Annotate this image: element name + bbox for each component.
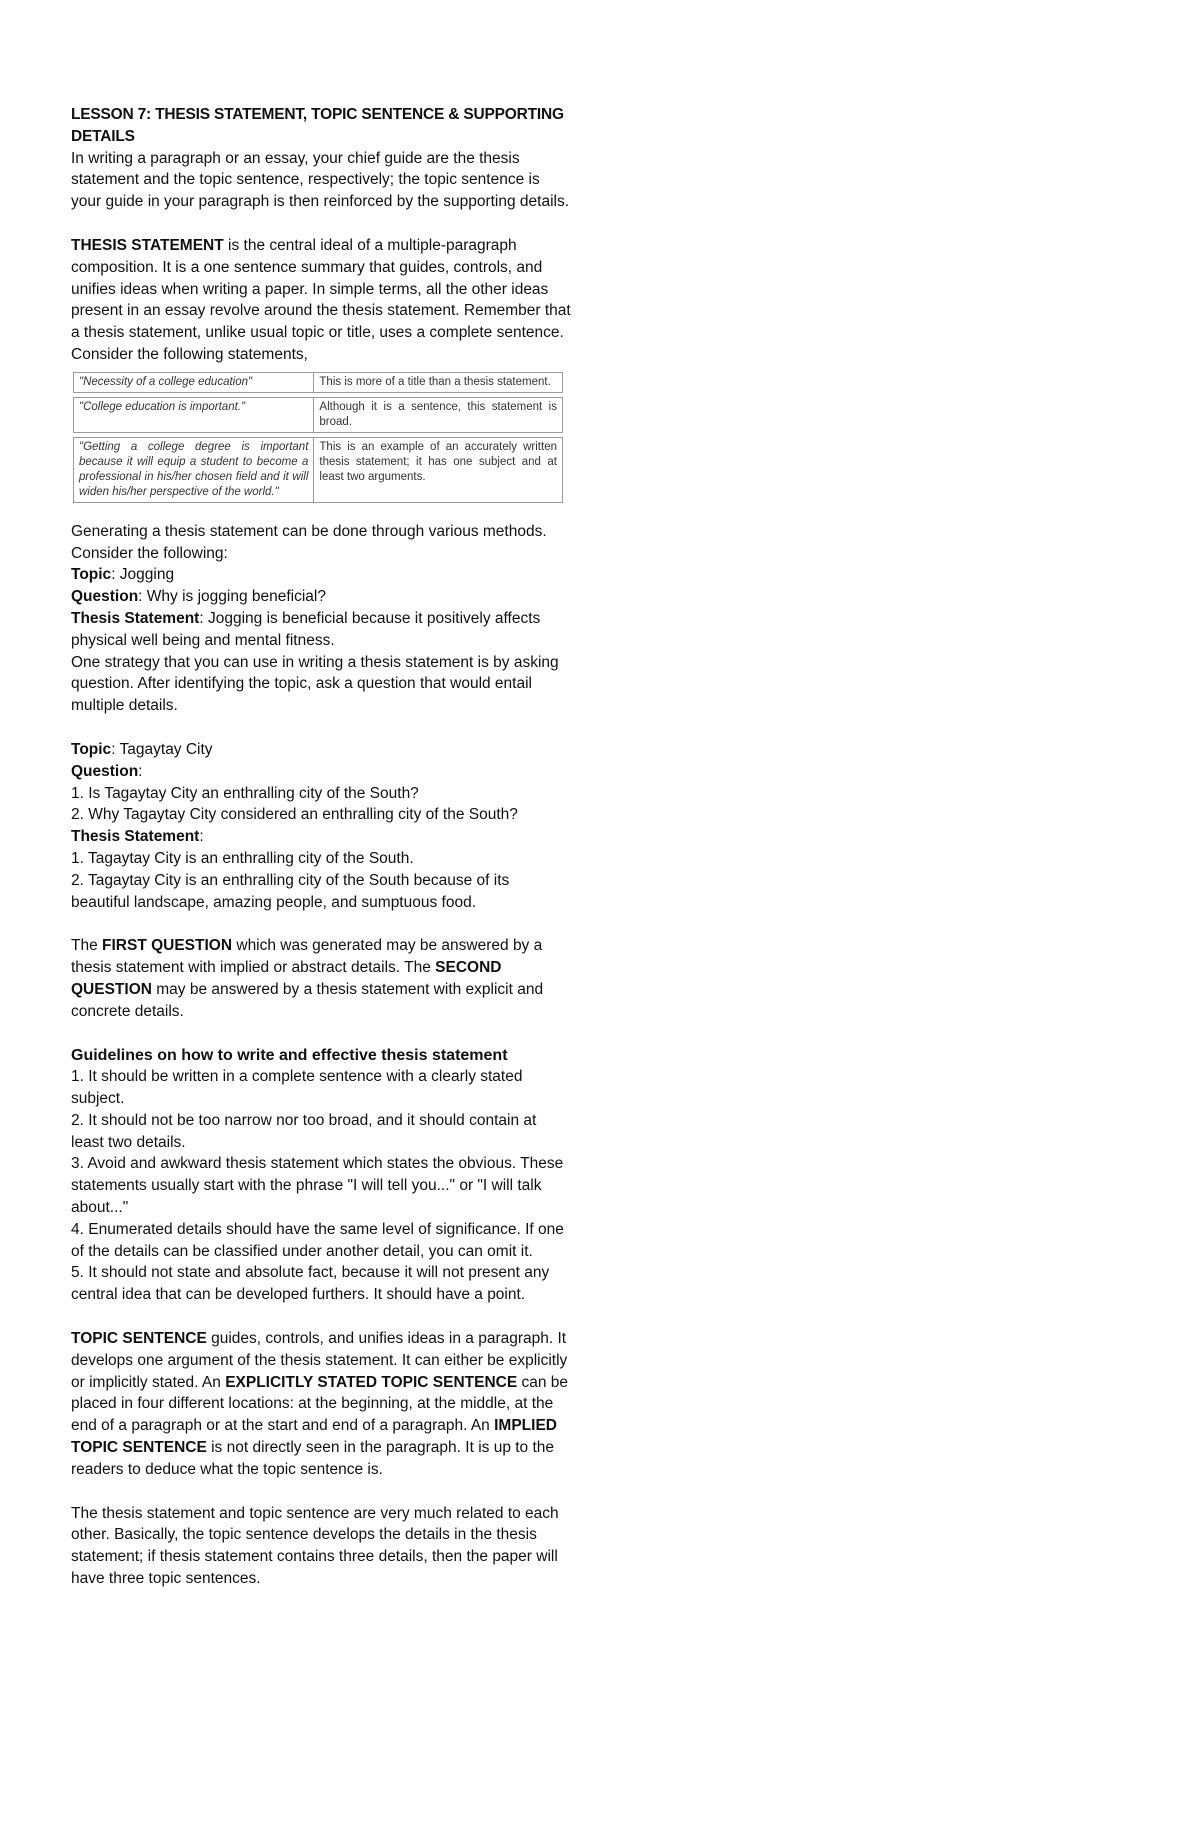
table-row: [73, 397, 563, 433]
question-label: Question: [71, 762, 139, 780]
list-item: 5. It should not state and absolute fact, because it will not present any central idea that can be developed furthers. It should have a point.: [71, 1264, 550, 1304]
topic-label: Topic: [71, 566, 112, 584]
thesis-examples-table: [73, 368, 563, 507]
example2-question-heading: Question:: [71, 762, 143, 780]
example-statement: "Necessity of a college education": [73, 372, 313, 393]
list-item: 1. Is Tagaytay City an enthralling city of the South?: [71, 784, 419, 802]
thesis-definition-text: is the central ideal of a multiple-paragraph composition. It is a one sentence summary that guides, controls, and unifies ideas when writing a paper. In simple terms, all the other ideas present in an essay revolve around the thesis statement. Remember that a thesis statement, unlike usual topic or title, uses a complete sentence. Consider the following statements,: [71, 236, 571, 363]
list-item: 2. Why Tagaytay City considered an enthralling city of the South?: [71, 806, 518, 824]
thesis-label: Thesis Statement: [71, 609, 200, 627]
document-page: [71, 104, 571, 1590]
question-label: Question: [71, 588, 139, 606]
strategy-paragraph: One strategy that you can use in writing a thesis statement is by asking question. After identifying the topic, ask a question that would entail multiple details.: [71, 653, 559, 715]
closing-paragraph: The thesis statement and topic sentence are very much related to each other. Basically, the topic sentence develops the details in the thesis statement; if thesis statement contains three details, then the paper will have three topic sentences.: [71, 1504, 559, 1588]
topic-label: Topic: [71, 740, 112, 758]
generating-paragraph: Generating a thesis statement can be done through various methods. Consider the following:: [71, 522, 547, 562]
topic-sentence-paragraph: TOPIC SENTENCE guides, controls, and unifies ideas in a paragraph. It develops one argument of the thesis statement. It can either be explicitly or implicitly stated. An EXPLICITLY STATED TOPIC SENTENCE can be placed in four different locations: at the beginning, at the middle, at the end of a paragraph or at the start and end of a paragraph. An IMPLIED TOPIC SENTENCE is not directly seen in the paragraph. It is up to the readers to deduce what the topic sentence is.: [71, 1330, 569, 1478]
intro-paragraph: In writing a paragraph or an essay, your chief guide are the thesis statement and the topic sentence, respectively; the topic sentence is your guide in your paragraph is then reinforced by the supporting details.: [71, 149, 570, 211]
table-row: [73, 372, 563, 393]
example1-thesis: Thesis Statement: Jogging is beneficial because it positively affects physical well being and mental fitness.: [71, 609, 541, 649]
lesson-title: LESSON 7: THESIS STATEMENT, TOPIC SENTENCE & SUPPORTING DETAILS: [71, 106, 564, 145]
thesis-definition-paragraph: [71, 235, 571, 366]
table-row: [73, 437, 563, 503]
example2-topic: Topic: Tagaytay City: [71, 740, 213, 758]
example1-topic: Topic: Jogging: [71, 566, 175, 584]
list-item: 1. It should be written in a complete sentence with a clearly stated subject.: [71, 1068, 523, 1108]
example2-thesis-heading: Thesis Statement:: [71, 828, 204, 846]
example-statement: "Getting a college degree is important because it will equip a student to become a professional in his/her chosen field and it will widen his/her perspective of the world.": [73, 437, 313, 503]
example-note: This is more of a title than a thesis statement.: [313, 372, 563, 393]
list-item: 2. It should not be too narrow nor too broad, and it should contain at least two details.: [71, 1111, 537, 1151]
guidelines-heading: Guidelines on how to write and effective thesis statement: [71, 1046, 508, 1064]
example1-question: Question: Why is jogging beneficial?: [71, 588, 326, 606]
list-item: 1. Tagaytay City is an enthralling city of the South.: [71, 849, 414, 867]
questions-paragraph: The FIRST QUESTION which was generated may be answered by a thesis statement with implied or abstract details. The SECOND QUESTION may be answered by a thesis statement with explicit and concrete details.: [71, 937, 544, 1020]
example-statement: "College education is important.": [73, 397, 313, 433]
list-item: 4. Enumerated details should have the same level of significance. If one of the details can be classified under another detail, you can omit it.: [71, 1220, 564, 1260]
example-note: This is an example of an accurately written thesis statement; it has one subject and at least two arguments.: [313, 437, 563, 503]
thesis-term: THESIS STATEMENT: [71, 236, 224, 254]
thesis-label: Thesis Statement: [71, 828, 200, 846]
example-note: Although it is a sentence, this statement is broad.: [313, 397, 563, 433]
list-item: 2. Tagaytay City is an enthralling city of the South because of its beautiful landscape, amazing people, and sumptuous food.: [71, 871, 510, 911]
list-item: 3. Avoid and awkward thesis statement which states the obvious. These statements usually start with the phrase "I will tell you..." or "I will talk about...": [71, 1155, 564, 1217]
